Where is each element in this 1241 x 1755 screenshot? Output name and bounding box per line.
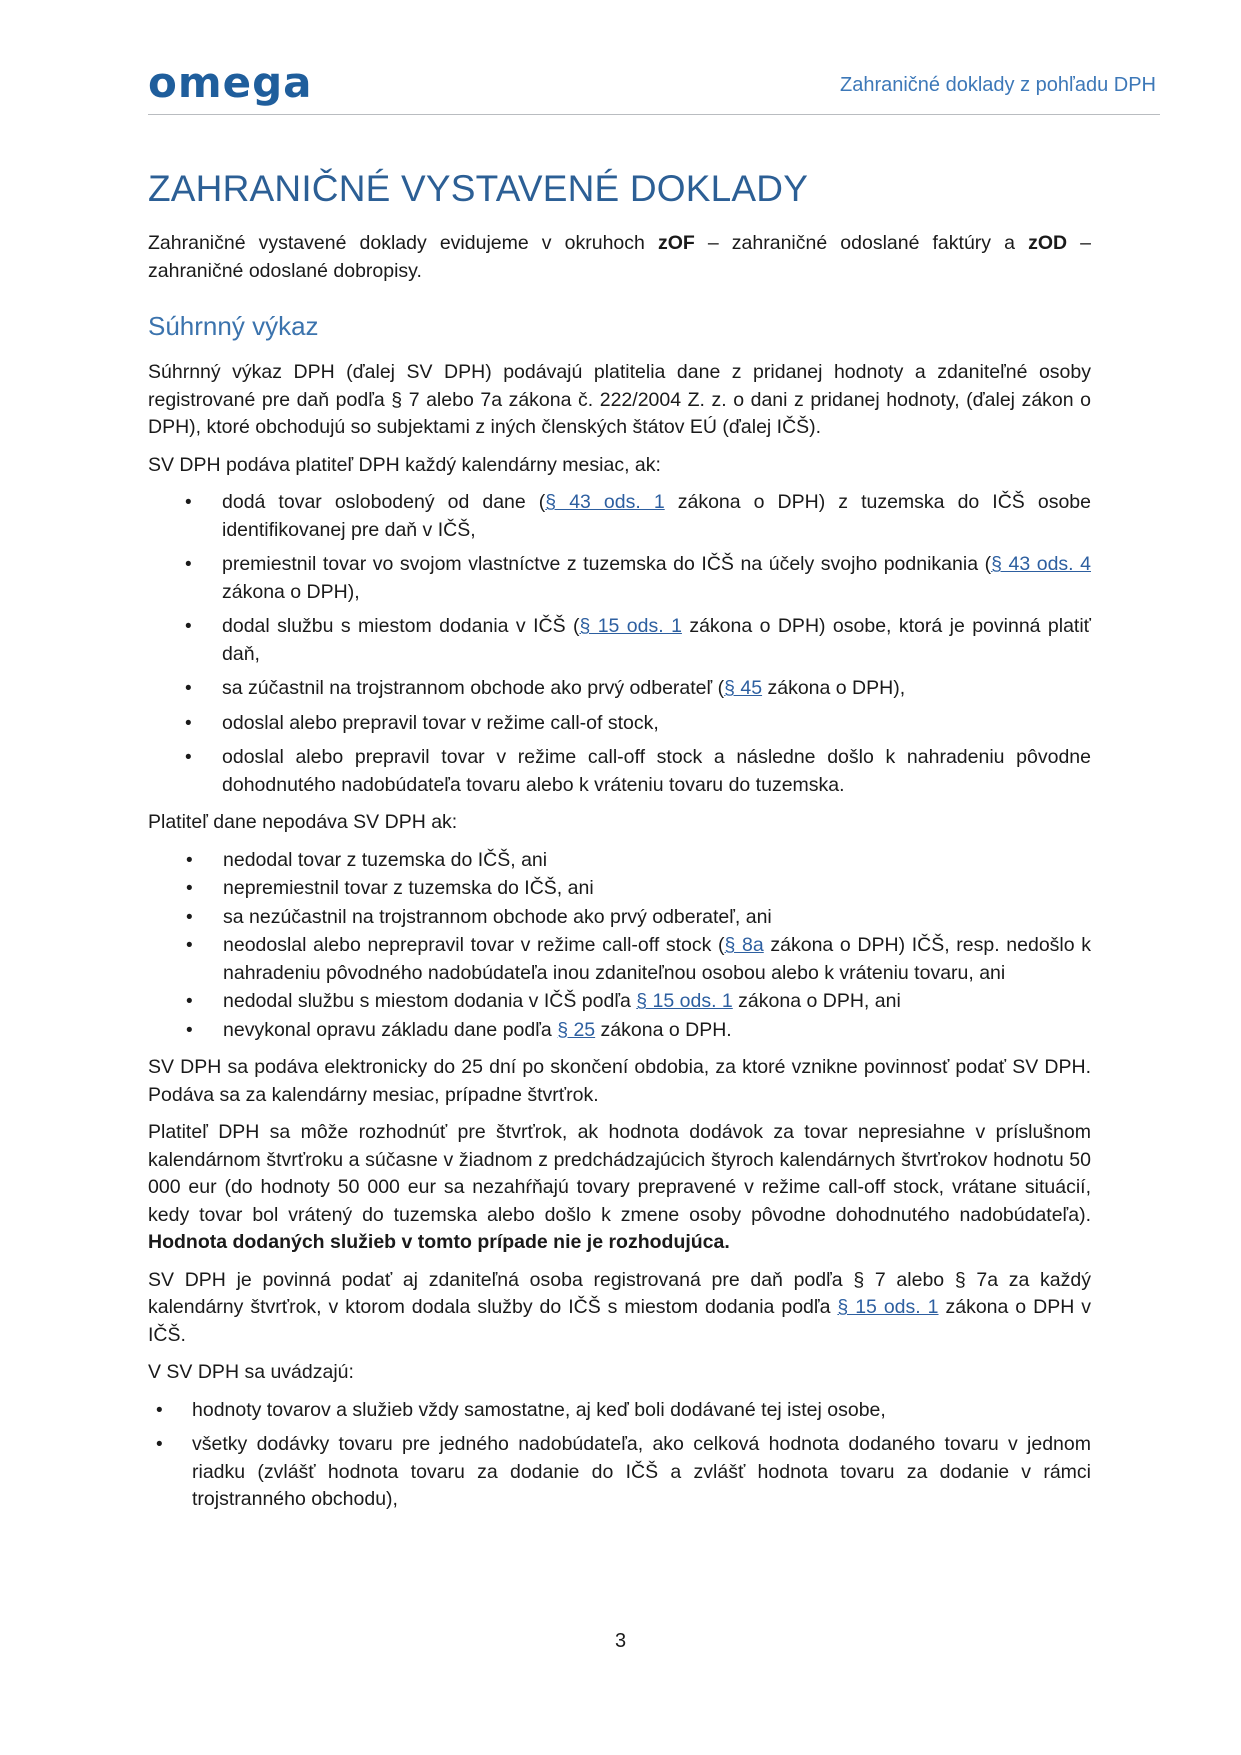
- bullet-icon: •: [185, 747, 192, 768]
- intro-paragraph: Zahraničné vystavené doklady evidujeme v okruhoch zOF – zahraničné odoslané faktúry a zOD – zahraničné odoslané dobropisy.: [148, 232, 1091, 282]
- bullet-icon: •: [186, 906, 193, 928]
- list-item: • nevykonal opravu základu dane podľa § 25 zákona o DPH.: [148, 1017, 1091, 1045]
- paragraph-taxable-person: SV DPH je povinná podať aj zdaniteľná osoba registrovaná pre daň podľa § 7 alebo § 7a za každý kalendárny štvrťrok, v ktorom dodala služby do IČŠ s miestom dodania podľa § 15 ods. 1 zákona o DPH v IČŠ.: [148, 1268, 1091, 1346]
- list-item: • sa nezúčastnil na trojstrannom obchode ako prvý odberateľ, ani: [148, 904, 1091, 932]
- section-title: ZAHRANIČNÉ VYSTAVENÉ DOKLADY: [148, 168, 809, 209]
- bullet-icon: •: [186, 849, 193, 871]
- bullet-icon: •: [156, 1399, 163, 1421]
- law-link[interactable]: § 43 ods. 4: [991, 553, 1091, 575]
- omega-logo: omega: [148, 58, 313, 107]
- list-item: • dodal službu s miestom dodania v IČŠ (§ 15 ods. 1 zákona o DPH) osobe, ktorá je povinná platiť daň,: [185, 615, 1091, 665]
- list-item: • odoslal alebo prepravil tovar v režime call-of stock,: [148, 710, 1091, 738]
- zod-label: zOD: [1028, 232, 1068, 254]
- list-item: • odoslal alebo prepravil tovar v režime call-off stock a následne došlo k nahradeniu pôvodne dohodnutého nadobúdateľa tovaru alebo k vráteniu tovaru do tuzemska.: [185, 746, 1091, 796]
- law-link[interactable]: § 8a: [724, 934, 764, 956]
- law-link[interactable]: § 25: [557, 1018, 596, 1041]
- paragraph-monthly-intro: SV DPH podáva platiteľ DPH každý kalendárny mesiac, ak:: [148, 453, 661, 476]
- bullet-icon: •: [186, 1019, 193, 1041]
- paragraph-definition: Súhrnný výkaz DPH (ďalej SV DPH) podávajú platitelia dane z pridanej hodnoty a zdaniteľné osoby registrované pre daň podľa § 7 alebo 7a zákona č. 222/2004 Z. z. o dani z pridanej hodnoty, (ďalej zákon o DPH), ktoré obchodujú so subjektami z iných členských štátov EÚ (ďalej IČŠ).: [148, 361, 1091, 438]
- law-link[interactable]: § 45: [724, 677, 763, 699]
- bullet-icon: •: [186, 878, 193, 899]
- bullet-icon: •: [186, 935, 193, 956]
- law-link[interactable]: § 15 ods. 1: [579, 615, 682, 637]
- submit-conditions-list: [148, 489, 1091, 799]
- bullet-icon: •: [156, 1434, 163, 1455]
- list-item: • nedodal tovar z tuzemska do IČŠ, ani: [148, 847, 1091, 875]
- contents-list: [148, 1397, 1091, 1514]
- page-header: [148, 58, 1160, 115]
- list-item: • všetky dodávky tovaru pre jedného nadobúdateľa, ako celková hodnota dodaného tovaru v jednom riadku (zvlášť hodnota tovaru za dodanie do IČŠ a zvlášť hodnota tovaru za dodanie v rámci trojstranného obchodu),: [156, 1433, 1091, 1510]
- bullet-icon: •: [185, 616, 192, 637]
- paragraph-deadline: SV DPH sa podáva elektronicky do 25 dní po skončení obdobia, za ktoré vznikne povinnosť podať SV DPH. Podáva sa za kalendárny mesiac, prípadne štvrťrok.: [148, 1056, 1091, 1106]
- list-item: • hodnoty tovarov a služieb vždy samostatne, aj keď boli dodávané tej istej osobe,: [148, 1397, 1091, 1425]
- paragraph-quarterly: Platiteľ DPH sa môže rozhodnúť pre štvrťrok, ak hodnota dodávok za tovar nepresiahne v príslušnom kalendárnom štvrťroku a súčasne v žiadnom z predchádzajúcich štyroch kalendárnych štvrťrokov hodnotu 50 000 eur (do hodnoty 50 000 eur sa nezahŕňajú tovary prepravené v režime call-off stock, vrátane situácií, kedy tovar bol vrátený do tuzemska alebo došlo k zmene osoby pôvodne dohodnutého nadobúdateľa). Hodnota dodaných služieb v tomto prípade nie je rozhodujúca.: [148, 1121, 1091, 1253]
- bullet-icon: •: [185, 712, 192, 734]
- document-title: Zahraničné doklady z pohľadu DPH: [839, 74, 1156, 96]
- page-content: [148, 166, 1091, 1524]
- subsection-title: Súhrnný výkaz: [148, 311, 319, 341]
- paragraph-contents-intro: V SV DPH sa uvádzajú:: [148, 1361, 354, 1383]
- bullet-icon: •: [186, 991, 193, 1012]
- paragraph-not-submit-intro: Platiteľ dane nepodáva SV DPH ak:: [148, 811, 458, 833]
- list-item: • nedodal službu s miestom dodania v IČŠ podľa § 15 ods. 1 zákona o DPH, ani: [148, 988, 1091, 1016]
- bullet-icon: •: [185, 492, 192, 513]
- bullet-icon: •: [185, 554, 192, 575]
- law-link[interactable]: § 15 ods. 1: [636, 990, 733, 1012]
- bullet-icon: •: [185, 678, 192, 699]
- not-submit-conditions-list: [148, 847, 1091, 1045]
- zof-label: zOF: [657, 232, 695, 254]
- law-link[interactable]: § 15 ods. 1: [837, 1296, 939, 1318]
- list-item: • nepremiestnil tovar z tuzemska do IČŠ, ani: [148, 875, 1091, 903]
- law-link[interactable]: § 43 ods. 1: [545, 491, 665, 513]
- list-item: • premiestnil tovar vo svojom vlastníctve z tuzemska do IČŠ na účely svojho podnikania (§ 43 ods. 4 zákona o DPH),: [185, 553, 1091, 603]
- list-item: • dodá tovar oslobodený od dane (§ 43 ods. 1 zákona o DPH) z tuzemska do IČŠ osobe identifikovanej pre daň v IČŠ,: [185, 491, 1091, 541]
- emphasis-text: Hodnota dodaných služieb v tomto prípade nie je rozhodujúca.: [148, 1231, 730, 1253]
- list-item: • sa zúčastnil na trojstrannom obchode ako prvý odberateľ (§ 45 zákona o DPH),: [148, 675, 1091, 703]
- page-number: 3: [614, 1630, 627, 1652]
- list-item: • neodoslal alebo neprepravil tovar v režime call-off stock (§ 8a zákona o DPH) IČŠ, resp. nedošlo k nahradeniu pôvodného nadobúdateľa inou zdaniteľnou osobou alebo k vráteniu tovaru, ani: [186, 934, 1091, 984]
